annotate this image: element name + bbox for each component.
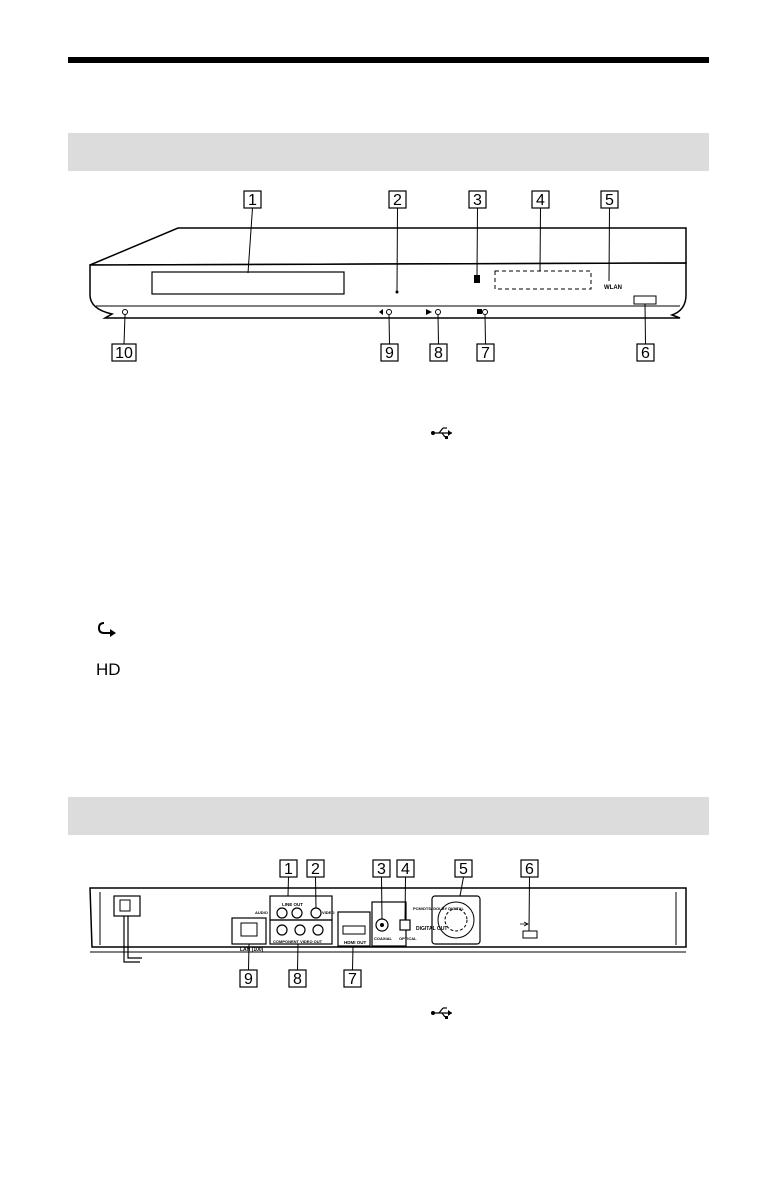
title-rule: [68, 57, 709, 63]
svg-text:6: 6: [641, 345, 650, 362]
svg-text:10: 10: [115, 345, 133, 362]
svg-text:8: 8: [293, 971, 302, 988]
svg-text:LINE OUT: LINE OUT: [282, 902, 303, 907]
svg-text:5: 5: [605, 192, 614, 209]
svg-text:9: 9: [385, 345, 394, 362]
svg-text:AUDIO: AUDIO: [255, 910, 268, 915]
svg-text:HDMI OUT: HDMI OUT: [344, 940, 367, 945]
repeat-icon: [96, 620, 120, 644]
svg-text:3: 3: [473, 192, 482, 209]
svg-text:7: 7: [348, 971, 357, 988]
svg-text:2: 2: [311, 861, 320, 878]
svg-text:PCM/DTS/ DOLBY DIGITAL: PCM/DTS/ DOLBY DIGITAL: [413, 906, 464, 911]
svg-text:1: 1: [284, 861, 293, 878]
ac-inlet: [114, 896, 140, 916]
usb-icon: [430, 425, 456, 444]
player-top-surface: [90, 228, 686, 265]
usb-jack: [634, 296, 656, 304]
svg-text:2: 2: [393, 192, 402, 209]
svg-text:COAXIAL: COAXIAL: [374, 936, 392, 941]
rear-callout-8: [289, 944, 306, 988]
hdmi-port: [343, 926, 365, 934]
svg-text:6: 6: [525, 861, 534, 878]
front-callout-8: [430, 315, 447, 362]
optical-jack: [400, 920, 410, 930]
lan-port: [232, 918, 266, 944]
svg-text:8: 8: [434, 345, 443, 362]
svg-text:LAN (100): LAN (100): [240, 947, 264, 953]
power-indicator: [474, 275, 480, 283]
svg-text:COMPONENT VIDEO OUT: COMPONENT VIDEO OUT: [273, 939, 323, 944]
svg-text:4: 4: [401, 861, 410, 878]
svg-text:OPTICAL: OPTICAL: [399, 936, 417, 941]
svg-text:9: 9: [244, 971, 253, 988]
front-callout-10: [112, 315, 136, 362]
svg-text:DIGITAL OUT: DIGITAL OUT: [416, 926, 448, 932]
svg-text:3: 3: [377, 861, 386, 878]
front-panel-section-band: [68, 133, 709, 171]
rear-panel-diagram: [0, 852, 767, 992]
disc-tray: [152, 272, 344, 294]
svg-text:7: 7: [481, 345, 490, 362]
rear-panel-section-band: [68, 797, 709, 835]
svg-text:5: 5: [459, 861, 468, 878]
rear-usb-jack: [523, 931, 537, 938]
svg-text:1: 1: [248, 192, 257, 209]
hd-label: HD: [96, 660, 121, 679]
wlan-label: WLAN: [604, 285, 622, 291]
svg-text:VIDEO: VIDEO: [322, 910, 335, 915]
svg-text:4: 4: [536, 192, 545, 209]
front-callout-9: [381, 315, 398, 362]
front-panel-diagram: [0, 185, 767, 370]
front-callout-7: [477, 315, 494, 362]
usb-icon-rear: [430, 1005, 456, 1024]
